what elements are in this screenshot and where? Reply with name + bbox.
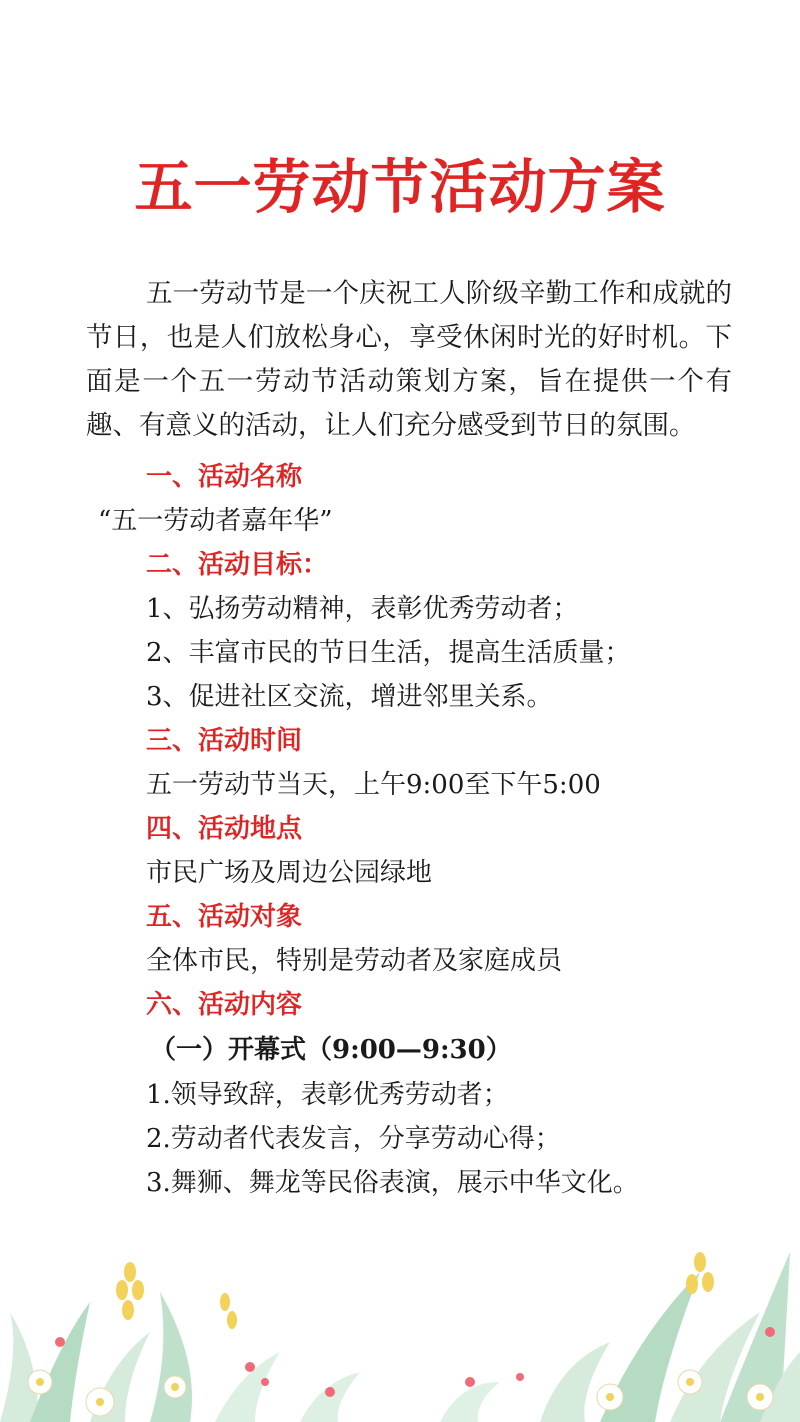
content-item: 1.领导致辞，表彰优秀劳动者； (146, 1080, 509, 1110)
section-heading-place: 四、活动地点 (146, 814, 303, 844)
section-heading-goals: 二、活动目标： (146, 550, 329, 580)
intro-paragraph: 五一劳动节是一个庆祝工人阶级辛勤工作和成就的节日，也是人们放松身心，享受休闲时光的好时机。下面是一个五一劳动节活动策划方案，旨在提供一个有趣、有意义的活动，让人们充分感受到节日的氛围。 (86, 278, 732, 441)
document-body (86, 272, 732, 1205)
goal-item: 2、丰富市民的节日生活，提高生活质量； (146, 638, 631, 668)
grass-icon (0, 1252, 800, 1422)
section-heading-content: 六、活动内容 (146, 990, 303, 1020)
grass-flower-decoration (0, 1232, 800, 1422)
section-heading-time: 三、活动时间 (146, 726, 303, 756)
activity-time-text: 五一劳动节当天，上午9:00至下午5:00 (146, 770, 601, 800)
content-sub-heading: （一）开幕式（9:00—9:30） (150, 1035, 512, 1065)
section-heading-target: 五、活动对象 (146, 902, 303, 932)
section-heading-name: 一、活动名称 (146, 462, 303, 492)
goal-item: 1、弘扬劳动精神，表彰优秀劳动者； (146, 594, 579, 624)
content-item: 3.舞狮、舞龙等民俗表演，展示中华文化。 (146, 1168, 639, 1198)
activity-place-text: 市民广场及周边公园绿地 (146, 858, 433, 888)
content-item: 2.劳动者代表发言，分享劳动心得； (146, 1124, 561, 1154)
sprig-icon (116, 1252, 714, 1329)
goal-item: 3、促进社区交流，增进邻里关系。 (146, 682, 553, 712)
page-title: 五一劳动节活动方案 (134, 153, 666, 221)
activity-name-text: “五一劳动者嘉年华” (98, 506, 333, 536)
activity-target-text: 全体市民，特别是劳动者及家庭成员 (146, 946, 563, 976)
